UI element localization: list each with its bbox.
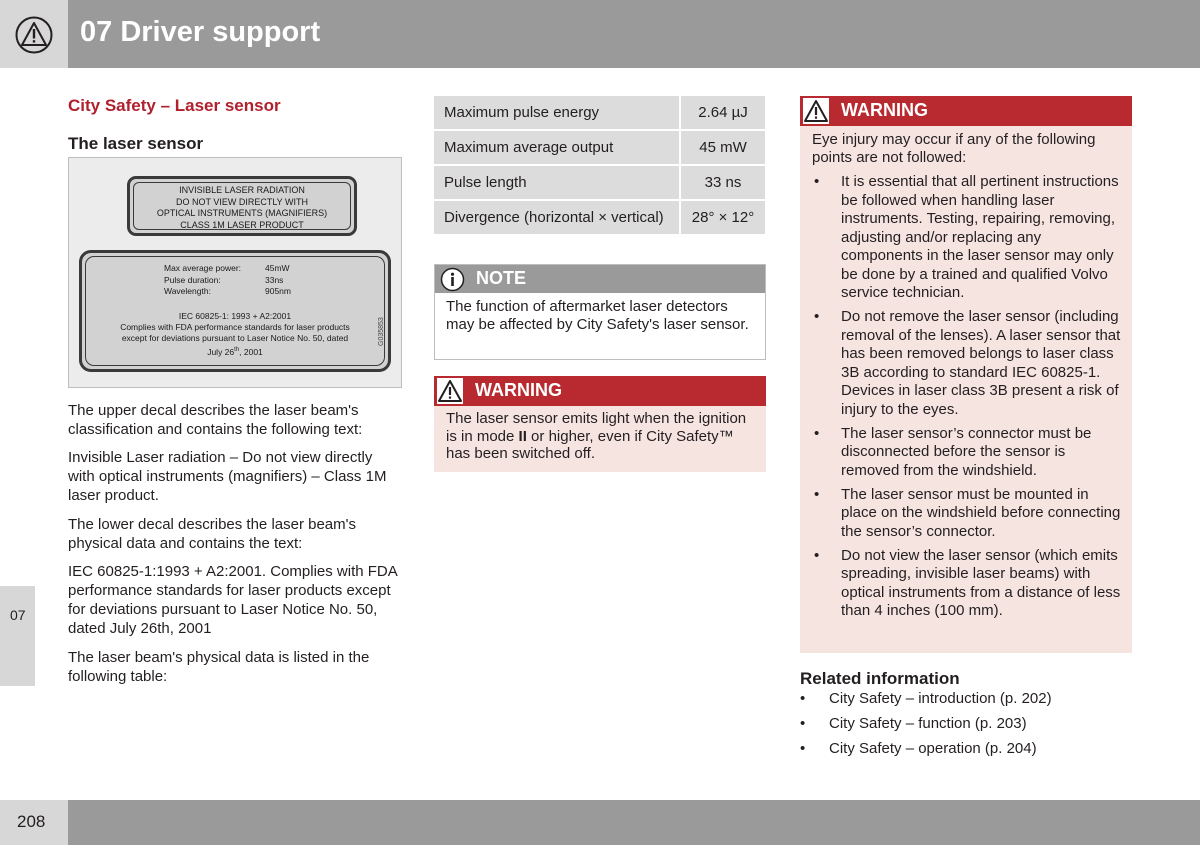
ignition-mode: II (518, 427, 527, 445)
decal-row-label: Wavelength: (164, 286, 211, 296)
warning-triangle-icon (15, 16, 53, 54)
spec-label: Pulse length (434, 166, 679, 201)
spec-value: 45 mW (679, 131, 765, 166)
list-item: • It is essential that all pertinent instructions be followed when handling laser instruments. Testing, repairing, removing, adjusting and/or replacing any components in the laser sensor may only be done by a trained and qualified Volvo service technician. (812, 173, 1124, 303)
related-link[interactable]: • City Safety – introduction (p. 202) (800, 689, 1130, 708)
lower-decal-date (82, 345, 388, 358)
spec-label: Maximum average output (434, 131, 679, 166)
lower-decal-line: except for deviations pursuant to Laser Notice No. 50, dated (121, 333, 349, 344)
note-box (434, 264, 766, 360)
note-title: NOTE (476, 268, 527, 288)
decal-row-value: 905nm (265, 286, 291, 296)
lower-decal-line: IEC 60825-1: 1993 + A2:2001 (178, 311, 292, 321)
upper-decal (127, 176, 357, 236)
page-number: 208 (17, 812, 46, 831)
decal-row-value: 33ns (265, 275, 284, 285)
warning-box-small (434, 376, 766, 472)
lower-decal-line: Complies with FDA performance standards for laser products (120, 322, 350, 333)
related-info-list (800, 689, 1130, 764)
lower-decal-text (82, 311, 388, 358)
upper-decal-line: INVISIBLE LASER RADIATION (179, 185, 305, 195)
table-row (434, 96, 765, 131)
decal-row-value: 45mW (265, 263, 290, 273)
list-item: • The laser sensor must be mounted in place on the windshield before connecting the sensor’s connector. (812, 486, 1124, 542)
warning-title: WARNING (841, 100, 928, 120)
table-row (434, 201, 765, 236)
warning-header (434, 376, 766, 406)
body-paragraph: IEC 60825-1:1993 + A2:2001. Complies with FDA performance standards for laser products except for deviations pursuant to Laser Notice No. 50, dated July 26th, 2001 (68, 563, 397, 637)
footer-page-box (0, 800, 68, 845)
spec-label: Divergence (horizontal × vertical) (434, 201, 679, 236)
body-paragraph: The laser beam's physical data is listed in the following table: (68, 649, 370, 685)
date-prefix: July 26 (207, 346, 235, 357)
warning-list (812, 173, 1124, 626)
spec-label: Maximum pulse energy (434, 96, 679, 131)
upper-decal-line: OPTICAL INSTRUMENTS (MAGNIFIERS) (156, 208, 328, 218)
list-item: • Do not remove the laser sensor (including removal of the lenses). A laser sensor that has been removed belongs to laser class 3B according to standard IEC 60825-1. Devices in laser class 3B present a risk of injury to the eyes. (812, 308, 1124, 419)
list-item: • The laser sensor’s connector must be disconnected before the sensor is removed from the windshield. (812, 425, 1124, 481)
footer-bar (68, 800, 1200, 845)
section-title: City Safety – Laser sensor (68, 96, 281, 115)
warning-box-large (800, 96, 1132, 653)
warning-intro: Eye injury may occur if any of the following points are not followed: (812, 131, 1096, 166)
date-suffix: , 2001 (239, 346, 263, 357)
related-info-title: Related information (800, 669, 960, 688)
body-paragraph: Invisible Laser radiation – Do not view directly with optical instruments (magnifiers) – Class 1M laser product. (68, 449, 387, 504)
laser-spec-table (434, 96, 765, 236)
warning-header (800, 96, 1132, 126)
related-link[interactable]: • City Safety – function (p. 203) (800, 714, 1130, 733)
table-row (434, 166, 765, 201)
body-paragraph: The lower decal describes the laser beam's physical data and contains the text: (68, 516, 357, 552)
warning-triangle-icon (803, 98, 829, 124)
table-row (434, 131, 765, 166)
note-header (435, 265, 765, 293)
spec-value: 28° × 12° (679, 201, 765, 236)
body-paragraph: The upper decal describes the laser beam's classification and contains the following text: (68, 402, 363, 438)
warning-triangle-icon (437, 378, 463, 404)
spec-value: 33 ns (679, 166, 765, 201)
warning-text-start: The laser sensor emits light when the ignition is in mode (446, 410, 747, 445)
subsection-title: The laser sensor (68, 134, 204, 153)
related-link[interactable]: • City Safety – operation (p. 204) (800, 739, 1130, 758)
upper-decal-line: CLASS 1M LASER PRODUCT (180, 219, 304, 230)
warning-text (446, 410, 756, 463)
warning-text-end: or higher, even if City Safety™ has been switched off. (446, 427, 734, 462)
header-icon-panel (0, 0, 68, 68)
illustration-code: G035853 (378, 317, 385, 346)
lower-decal (79, 250, 391, 372)
warning-title: WARNING (475, 380, 562, 400)
chapter-title: 07 Driver support (80, 16, 321, 48)
laser-decal-illustration (68, 157, 402, 388)
upper-decal-text (130, 185, 354, 231)
chapter-tab-label: 07 (10, 607, 26, 623)
info-icon (440, 267, 465, 292)
date-superscript: th (234, 346, 240, 353)
decal-row-label: Pulse duration: (164, 275, 221, 285)
note-text: The function of aftermarket laser detectors may be affected by City Safety's laser sensor. (446, 298, 749, 333)
chapter-side-tab (0, 586, 35, 686)
list-item: • Do not view the laser sensor (which emits spreading, invisible laser beams) with optical instruments from a distance of less than 4 inches (100 mm). (812, 547, 1124, 621)
spec-value: 2.64 µJ (679, 96, 765, 131)
upper-decal-line: DO NOT VIEW DIRECTLY WITH (175, 196, 308, 207)
decal-row-label: Max average power: (164, 263, 242, 273)
